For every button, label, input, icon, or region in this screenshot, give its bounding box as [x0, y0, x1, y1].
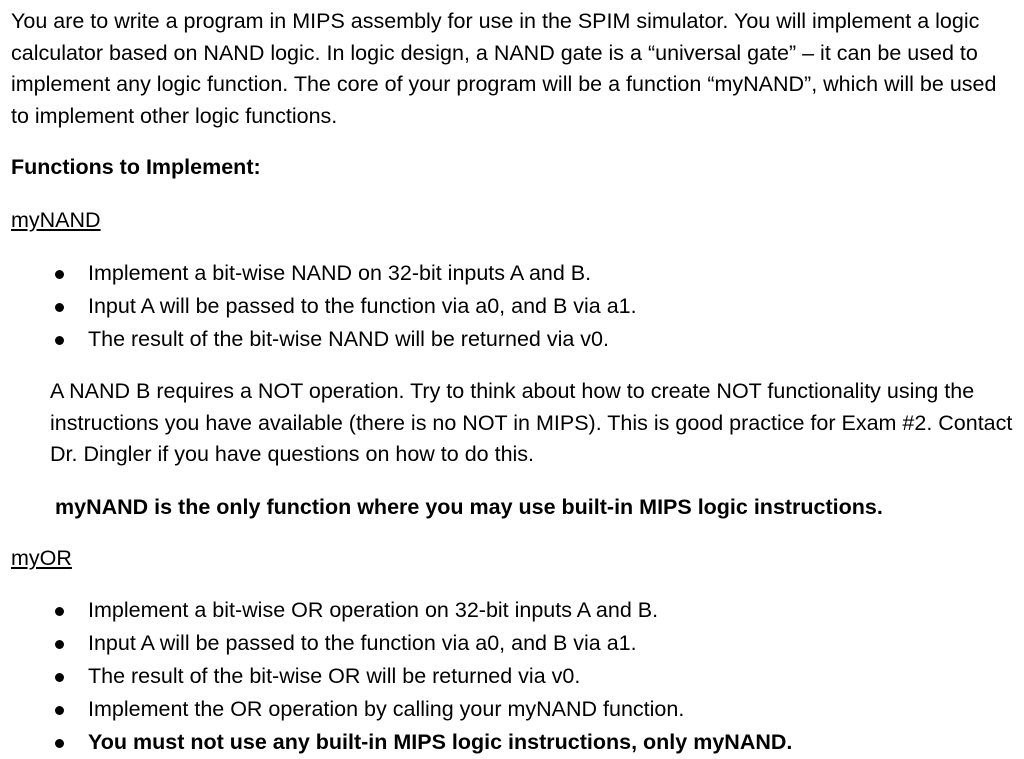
mynand-note-paragraph: A NAND B requires a NOT operation. Try to think about how to create NOT functionality using the instructions you have available (there is no NOT in MIPS). This is good practice for Exam #2. Contact Dr. Dingler if you have questions on how to do this. [50, 379, 1013, 466]
list-item-text: Implement a bit-wise OR operation on 32-bit inputs A and B. [88, 597, 659, 622]
myor-title: myOR [11, 546, 72, 570]
document-page [11, 6, 1016, 759]
section-heading: Functions to Implement: [11, 155, 261, 179]
mynand-bullet-list [11, 257, 1016, 356]
bullet-icon [55, 270, 64, 279]
bullet-icon [55, 640, 64, 649]
myor-bullet-list [11, 594, 1016, 759]
bullet-icon [55, 607, 64, 616]
list-item [11, 594, 1016, 627]
bullet-icon [55, 673, 64, 682]
list-item [11, 290, 1016, 323]
list-item [11, 660, 1016, 693]
list-item-text: Input A will be passed to the function via a0, and B via a1. [88, 294, 637, 318]
bullet-icon [55, 706, 64, 715]
list-item [11, 323, 1016, 356]
list-item [11, 726, 1016, 759]
list-item-text: Input A will be passed to the function via a0, and B via a1. [88, 630, 637, 655]
bullet-icon [55, 739, 64, 748]
list-item-text: The result of the bit-wise NAND will be returned via v0. [88, 327, 609, 351]
list-item-text: Implement the OR operation by calling your myNAND function. [88, 696, 685, 721]
bullet-icon [55, 303, 64, 312]
bullet-icon [55, 336, 64, 345]
mynand-bold-note: myNAND is the only function where you may use built-in MIPS logic instructions. [55, 494, 883, 519]
list-item-text: Implement a bit-wise NAND on 32-bit inputs A and B. [88, 261, 592, 285]
mynand-title: myNAND [11, 207, 101, 232]
list-item-text: You must not use any built-in MIPS logic instructions, only myNAND. [88, 729, 793, 754]
list-item [11, 257, 1016, 290]
intro-paragraph: You are to write a program in MIPS assembly for use in the SPIM simulator. You will implement a logic calculator based on NAND logic. In logic design, a NAND gate is a “universal gate” – it can be used to implement any logic function. The core of your program will be a function “myNAND”, which will be used to implement other logic functions. [11, 9, 997, 128]
list-item-text: The result of the bit-wise OR will be returned via v0. [88, 663, 581, 688]
list-item [11, 627, 1016, 660]
list-item [11, 693, 1016, 726]
